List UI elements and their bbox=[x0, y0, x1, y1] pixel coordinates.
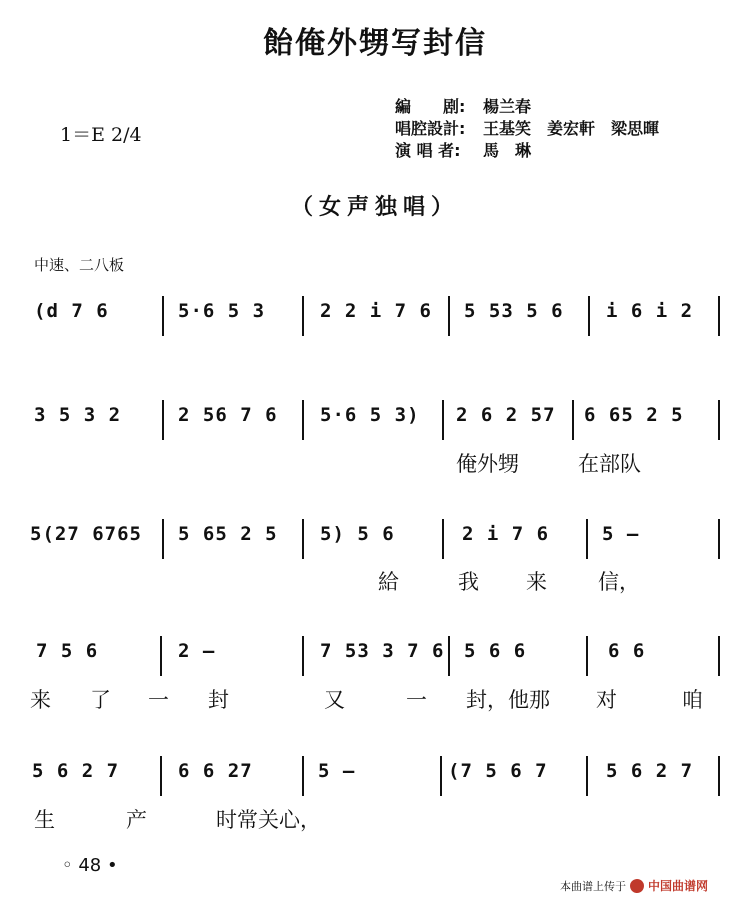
page-number: ◦ 48 • bbox=[62, 855, 118, 876]
barline bbox=[162, 296, 164, 336]
lyric: 来 bbox=[30, 688, 51, 712]
score-system-2 bbox=[28, 396, 722, 444]
barline bbox=[302, 400, 304, 440]
barline bbox=[442, 519, 444, 559]
barline bbox=[442, 400, 444, 440]
barline bbox=[718, 400, 720, 440]
measure: 2 2 i 7 6 bbox=[320, 300, 432, 322]
measure: 5 6 2 7 bbox=[32, 760, 120, 782]
score-title: 飴俺外甥写封信 bbox=[263, 26, 487, 61]
measure: (d 7 6 bbox=[34, 300, 109, 322]
barline bbox=[162, 400, 164, 440]
measure: 5) 5 6 bbox=[320, 523, 395, 545]
measure: 2 — bbox=[178, 640, 216, 662]
credit-writer: 編 剧: 楊兰春 bbox=[395, 97, 532, 116]
footer-watermark bbox=[560, 877, 708, 894]
measure: 5 6 2 7 bbox=[606, 760, 694, 782]
lyric: 时常关心， bbox=[216, 808, 321, 832]
site-logo-icon bbox=[630, 879, 644, 893]
measure: 2 6 2 57 bbox=[456, 404, 556, 426]
lyrics-line-3 bbox=[30, 684, 730, 714]
lyric: 在部队 bbox=[578, 452, 641, 476]
barline bbox=[572, 400, 574, 440]
barline bbox=[302, 519, 304, 559]
barline bbox=[718, 519, 720, 559]
lyric: 我 bbox=[458, 570, 479, 594]
measure: 2 56 7 6 bbox=[178, 404, 278, 426]
lyric: 一 bbox=[148, 688, 169, 712]
barline bbox=[440, 756, 442, 796]
measure: 6 6 bbox=[608, 640, 646, 662]
lyric: 生 bbox=[34, 808, 55, 832]
barline bbox=[718, 296, 720, 336]
measure: 3 5 3 2 bbox=[34, 404, 122, 426]
barline bbox=[718, 756, 720, 796]
subtitle: （女声独唱） bbox=[290, 195, 459, 220]
lyrics-line-1 bbox=[30, 448, 730, 478]
barline bbox=[586, 519, 588, 559]
tempo-marking: 中速、二八板 bbox=[34, 256, 125, 274]
barline bbox=[302, 296, 304, 336]
lyric: 产 bbox=[126, 808, 147, 832]
measure: 7 53 3 7 6 bbox=[320, 640, 445, 662]
lyric: 来 bbox=[526, 570, 547, 594]
barline bbox=[162, 519, 164, 559]
measure: 5(27 6765 bbox=[30, 523, 142, 545]
measure: 5·6 5 3) bbox=[320, 404, 420, 426]
barline bbox=[160, 636, 162, 676]
credit-singer: 演 唱 者: 馬 琳 bbox=[395, 141, 532, 160]
lyric: 給 bbox=[378, 570, 399, 594]
measure: 6 65 2 5 bbox=[584, 404, 684, 426]
footer-text: 本曲谱上传于 bbox=[560, 879, 626, 893]
lyrics-line-2 bbox=[30, 566, 730, 596]
barline bbox=[586, 756, 588, 796]
barline bbox=[448, 296, 450, 336]
barline bbox=[448, 636, 450, 676]
measure: 7 5 6 bbox=[36, 640, 99, 662]
credits bbox=[395, 96, 659, 162]
measure: (7 5 6 7 bbox=[448, 760, 548, 782]
lyric: 一 bbox=[406, 688, 427, 712]
measure: 5 — bbox=[602, 523, 640, 545]
barline bbox=[160, 756, 162, 796]
measure: 5 53 5 6 bbox=[464, 300, 564, 322]
measure: 5 6 6 bbox=[464, 640, 527, 662]
lyric: 封，他那 bbox=[466, 688, 550, 712]
lyric: 信， bbox=[598, 570, 640, 594]
score-system-4 bbox=[28, 632, 722, 680]
lyric: 了 bbox=[90, 688, 111, 712]
barline bbox=[718, 636, 720, 676]
measure: 2 i 7 6 bbox=[462, 523, 550, 545]
lyric: 对 bbox=[596, 688, 617, 712]
site-brand[interactable]: 中国曲谱网 bbox=[648, 879, 709, 893]
barline bbox=[588, 296, 590, 336]
barline bbox=[302, 636, 304, 676]
measure: 5·6 5 3 bbox=[178, 300, 266, 322]
lyric: 又 bbox=[324, 688, 345, 712]
measure: i 6 i 2 bbox=[606, 300, 694, 322]
lyric: 咱 bbox=[682, 688, 703, 712]
credit-composer: 唱腔設計: 王基笑 姜宏軒 梁思暉 bbox=[395, 119, 660, 138]
measure: 6 6 27 bbox=[178, 760, 253, 782]
score-system-5 bbox=[28, 752, 722, 800]
score-system-1 bbox=[28, 292, 722, 340]
lyric: 封 bbox=[208, 688, 229, 712]
measure: 5 — bbox=[318, 760, 356, 782]
lyric: 俺外甥 bbox=[456, 452, 519, 476]
barline bbox=[586, 636, 588, 676]
measure: 5 65 2 5 bbox=[178, 523, 278, 545]
barline bbox=[302, 756, 304, 796]
lyrics-line-4 bbox=[30, 804, 730, 834]
score-system-3 bbox=[28, 515, 722, 563]
key-signature: 1＝E 2/4 bbox=[60, 124, 142, 146]
